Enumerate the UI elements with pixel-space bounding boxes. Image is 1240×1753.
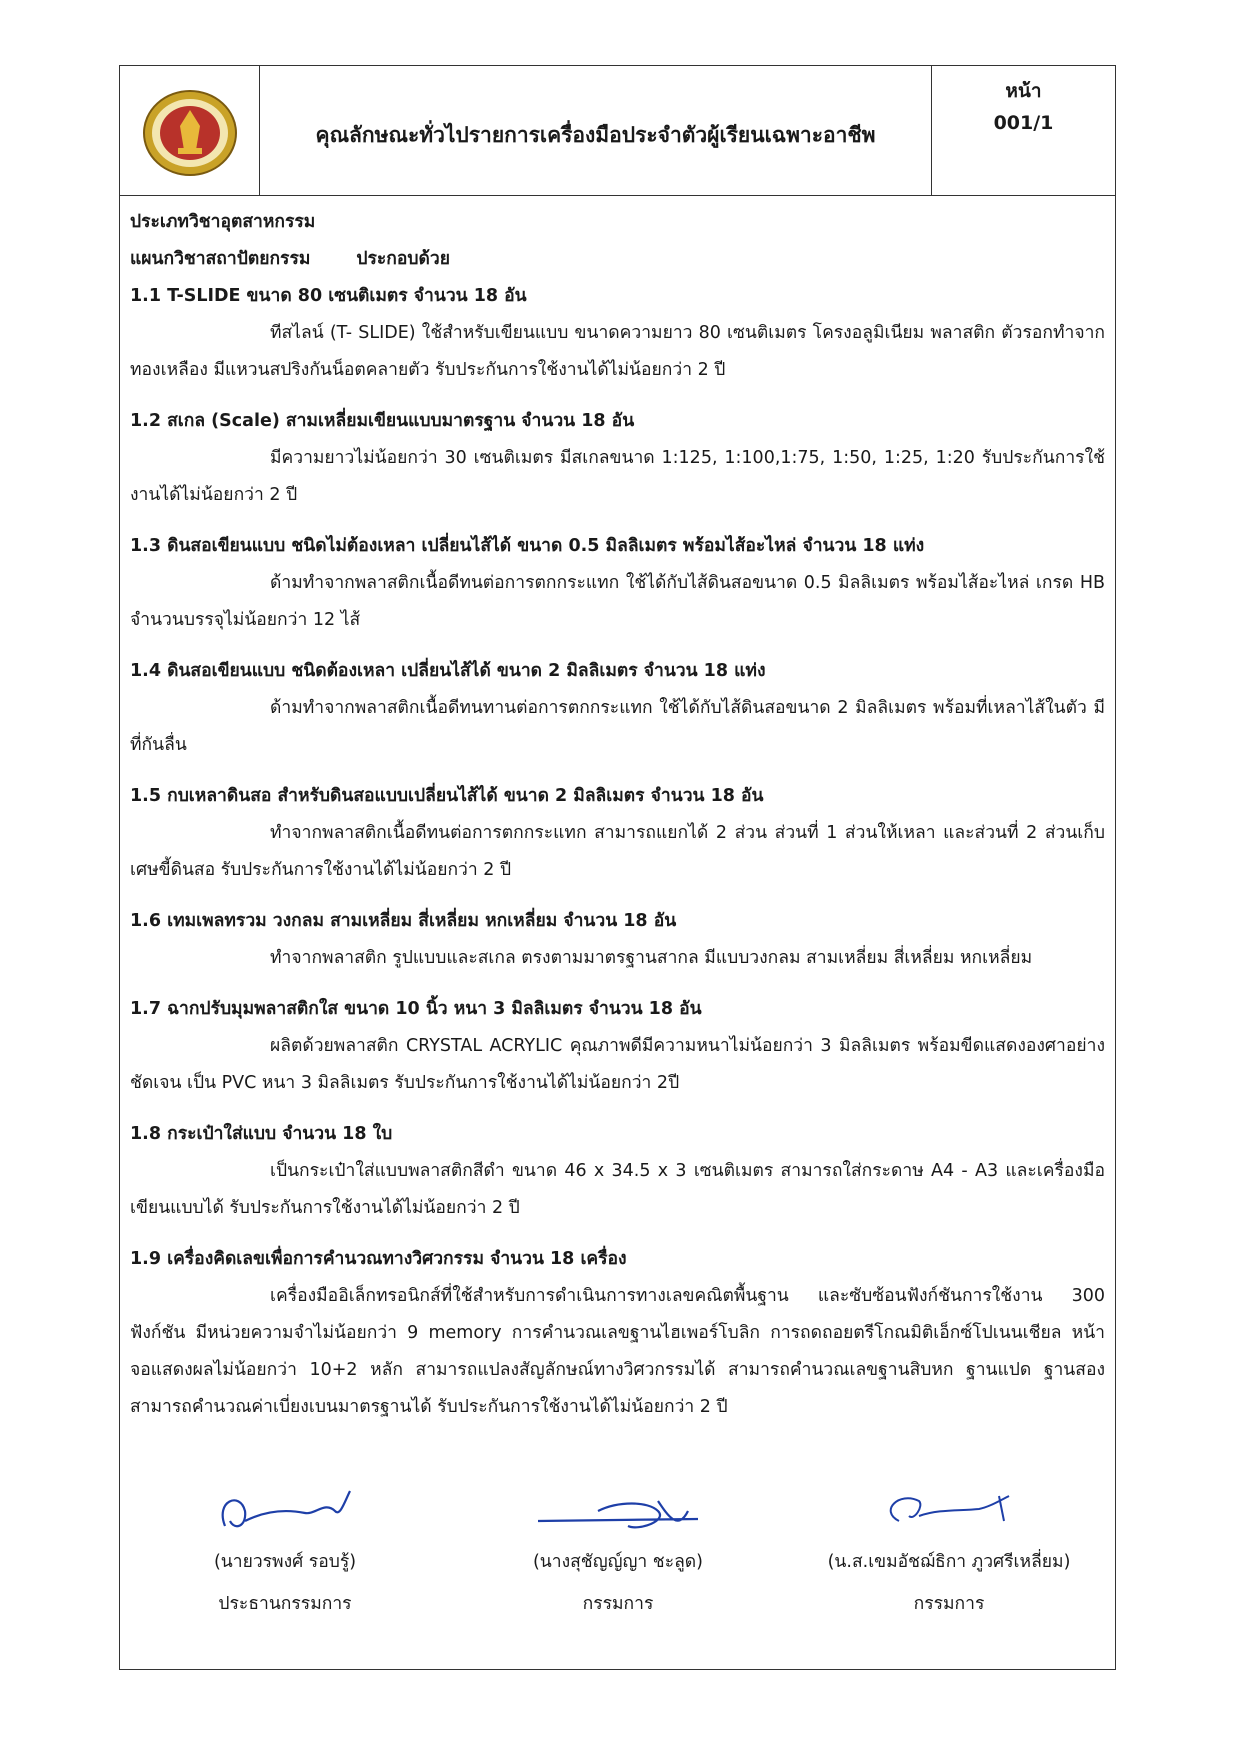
- signer-name: (นายวรพงศ์ รอบรู้): [213, 1552, 357, 1572]
- handwritten-signature-1: [185, 1481, 385, 1541]
- item-description: ด้ามทำจากพลาสติกเนื้อดีทนทานต่อการตกกระแทก ใช้ได้กับไส้ดินสอขนาด 2 มิลลิเมตร พร้อมที่เหลาไส้ในตัว มีที่กันลื่น: [130, 698, 1105, 755]
- item-title: 1.6 เทมเพลทรวม วงกลม สามเหลี่ยม สี่เหลี่ยม หกเหลี่ยม จำนวน 18 อัน: [130, 911, 677, 931]
- item-title: 1.4 ดินสอเขียนแบบ ชนิดต้องเหลา เปลี่ยนไส้ได้ ขนาด 2 มิลลิเมตร จำนวน 18 แท่ง: [130, 661, 766, 681]
- department-name: แผนกวิชาสถาปัตยกรรม: [130, 249, 311, 269]
- item-title: 1.5 กบเหลาดินสอ สำหรับดินสอแบบเปลี่ยนไส้ได้ ขนาด 2 มิลลิเมตร จำนวน 18 อัน: [130, 786, 764, 806]
- signer-role: กรรมการ: [913, 1594, 985, 1614]
- document-page: [119, 65, 1116, 1670]
- page-label: หน้า: [1005, 80, 1042, 102]
- item-description: ทำจากพลาสติกเนื้อดีทนต่อการตกกระแทก สามารถแยกได้ 2 ส่วน ส่วนที่ 1 ส่วนให้เหลา และส่วนที่ 2 ส่วนเก็บเศษขี้ดินสอ รับประกันการใช้งานได้ไม่น้อยกว่า 2 ปี: [130, 823, 1105, 880]
- item-title: 1.1 T-SLIDE ขนาด 80 เซนติเมตร จำนวน 18 อัน: [130, 286, 527, 306]
- page-number: 001/1: [993, 112, 1054, 134]
- signer-role: กรรมการ: [582, 1594, 654, 1614]
- item-description: ทีสไลน์ (T- SLIDE) ใช้สำหรับเขียนแบบ ขนาดความยาว 80 เซนติเมตร โครงอลูมิเนียม พลาสติก ตัวรอกทำจากทองเหลือง มีแหวนสปริงกันน็อตคลายตัว รับประกันการใช้งานได้ไม่น้อยกว่า 2 ปี: [130, 323, 1105, 380]
- handwritten-signature-2: [518, 1481, 718, 1541]
- handwritten-signature-3: [849, 1481, 1049, 1541]
- item-description: เครื่องมืออิเล็กทรอนิกส์ที่ใช้สำหรับการดำเนินการทางเลขคณิตพื้นฐาน และซับซ้อนฟังก์ชันการใช้งาน 300 ฟังก์ชัน มีหน่วยความจำไม่น้อยกว่า 9 memory การคำนวณเลขฐานไฮเพอร์โบลิก การถดถอยตรีโกณมิติเอ็กซ์โปเนนเชียล หน้าจอแสดงผลไม่น้อยกว่า 10+2 หลัก สามารถแปลงสัญลักษณ์ทางวิศวกรรมได้ สามารถคำนวณเลขฐานสิบหก ฐานแปด ฐานสอง สามารถคำนวณค่าเบี่ยงเบนมาตรฐานได้ รับประกันการใช้งานได้ไม่น้อยกว่า 2 ปี: [130, 1286, 1105, 1417]
- title-cell: [260, 66, 932, 195]
- document-title: คุณลักษณะทั่วไปรายการเครื่องมือประจำตัวผู้เรียนเฉพาะอาชีพ: [315, 123, 876, 147]
- signer-name: (น.ส.เขมอัชฌ์ธิกา ภูวศรีเหลี่ยม): [827, 1552, 1071, 1572]
- department-line: [130, 241, 1105, 278]
- consists-of-label: ประกอบด้วย: [356, 249, 450, 269]
- item-title: 1.3 ดินสอเขียนแบบ ชนิดไม่ต้องเหลา เปลี่ยนไส้ได้ ขนาด 0.5 มิลลิเมตร พร้อมไส้อะไหล่ จำนวน 18 แท่ง: [130, 536, 925, 556]
- signature-member-1: [453, 1481, 783, 1617]
- item-title: 1.7 ฉากปรับมุมพลาสติกใส ขนาด 10 นิ้ว หนา 3 มิลลิเมตร จำนวน 18 อัน: [130, 999, 702, 1019]
- signature-member-2: [784, 1481, 1114, 1617]
- item-title: 1.8 กระเป๋าใส่แบบ จำนวน 18 ใบ: [130, 1124, 393, 1144]
- logo-cell: [120, 66, 260, 195]
- item-description: ทำจากพลาสติก รูปแบบและสเกล ตรงตามมาตรฐานสากล มีแบบวงกลม สามเหลี่ยม สี่เหลี่ยม หกเหลี่ยม: [270, 948, 1033, 968]
- signer-name: (นางสุชัญญ์ญา ชะลูด): [532, 1552, 704, 1572]
- item-description: มีความยาวไม่น้อยกว่า 30 เซนติเมตร มีสเกลขนาด 1:125, 1:100,1:75, 1:50, 1:25, 1:20 รับประกันการใช้งานได้ไม่น้อยกว่า 2 ปี: [130, 448, 1105, 505]
- item-title: 1.2 สเกล (Scale) สามเหลี่ยมเขียนแบบมาตรฐาน จำนวน 18 อัน: [130, 411, 635, 431]
- signer-role: ประธานกรรมการ: [218, 1594, 352, 1614]
- signature-block: [120, 1481, 1115, 1666]
- ovec-emblem-logo: [140, 88, 240, 178]
- item-description: เป็นกระเป๋าใส่แบบพลาสติกสีดำ ขนาด 46 x 34.5 x 3 เซนติเมตร สามารถใส่กระดาษ A4 - A3 และเครื่องมือเขียนแบบได้ รับประกันการใช้งานได้ไม่น้อยกว่า 2 ปี: [130, 1161, 1105, 1218]
- document-body: [130, 204, 1105, 1426]
- item-title: 1.9 เครื่องคิดเลขเพื่อการคำนวณทางวิศวกรรม จำนวน 18 เครื่อง: [130, 1249, 627, 1269]
- page-number-cell: [932, 66, 1115, 195]
- signature-chairman: [120, 1481, 450, 1617]
- item-description: ผลิตด้วยพลาสติก CRYSTAL ACRYLIC คุณภาพดีมีความหนาไม่น้อยกว่า 3 มิลลิเมตร พร้อมขีดแสดงองศาอย่างชัดเจน เป็น PVC หนา 3 มิลลิเมตร รับประกันการใช้งานได้ไม่น้อยกว่า 2ปี: [130, 1036, 1105, 1093]
- category-line: ประเภทวิชาอุตสาหกรรม: [130, 212, 316, 232]
- document-header: [120, 66, 1115, 196]
- item-description: ด้ามทำจากพลาสติกเนื้อดีทนต่อการตกกระแทก ใช้ได้กับไส้ดินสอขนาด 0.5 มิลลิเมตร พร้อมไส้อะไหล่ เกรด HB จำนวนบรรจุไม่น้อยกว่า 12 ไส้: [130, 573, 1105, 630]
